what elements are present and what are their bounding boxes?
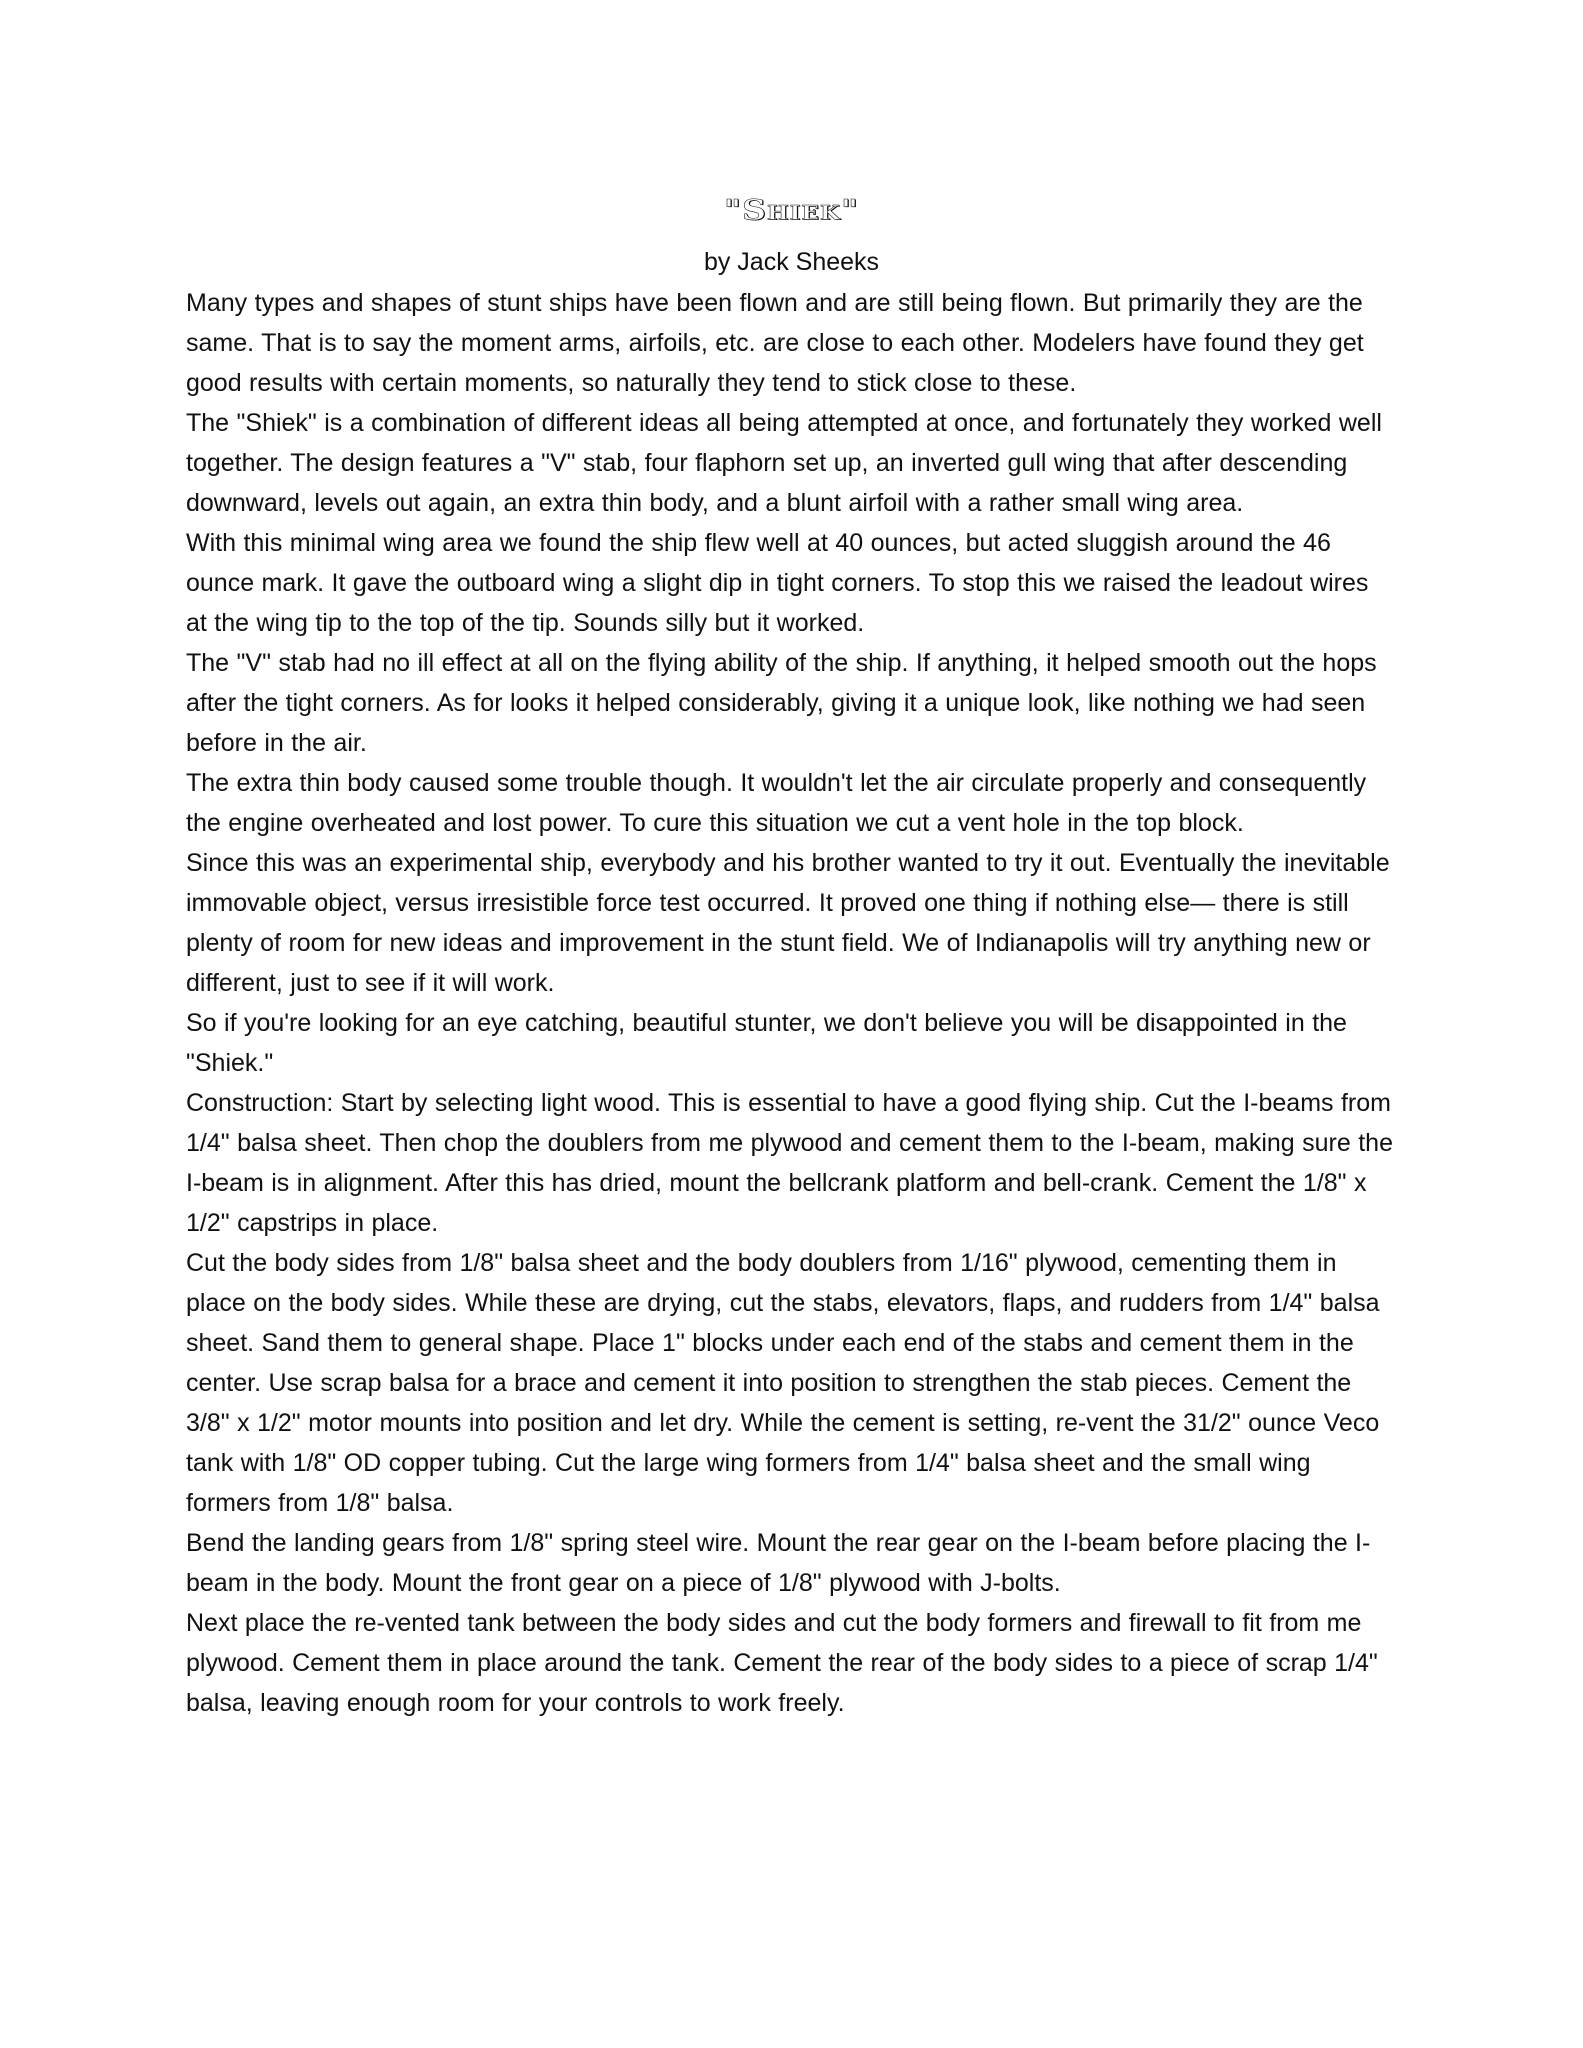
paragraph-construction: Construction: Start by selecting light wood. This is essential to have a good flying ship. Cut the I-beams from 1/4" balsa sheet. Then chop the doublers from me plywood and cement them to the I-beam, making sure the I-beam is in alignment. After this has dried, mount the bellcrank platform and bell-crank. Cement the 1/8" x 1/2" capstrips in place. bbox=[186, 1089, 1393, 1237]
paragraph-v-stab: The "V" stab had no ill effect at all on the flying ability of the ship. If anything, it helped smooth out the hops after the tight corners. As for looks it helped considerably, giving it a unique look, like nothing we had seen before in the air. bbox=[186, 649, 1377, 757]
article-title bbox=[0, 188, 1583, 232]
paragraph-thin-body: The extra thin body caused some trouble though. It wouldn't let the air circulate properly and consequently the engine overheated and lost power. To cure this situation we cut a vent hole in the top block. bbox=[186, 769, 1367, 837]
article-body bbox=[186, 283, 1396, 1723]
paragraph-wing-area: With this minimal wing area we found the ship flew well at 40 ounces, but acted sluggish around the 46 ounce mark. It gave the outboard wing a slight dip in tight corners. To stop this we raised the leadout wires at the wing tip to the top of the tip. Sounds silly but it worked. bbox=[186, 529, 1369, 637]
article-byline: by Jack Sheeks bbox=[703, 248, 880, 276]
paragraph-body-sides: Cut the body sides from 1/8" balsa sheet and the body doublers from 1/16" plywood, cementing them in place on the body sides. While these are drying, cut the stabs, elevators, flaps, and rudders from 1/4" balsa sheet. Sand them to general shape. Place 1" blocks under each end of the stabs and cement them in the center. Use scrap balsa for a brace and cement it into position to strengthen the stab pieces. Cement the 3/8" x 1/2" motor mounts into position and let dry. While the cement is setting, re-vent the 31/2" ounce Veco tank with 1/8" OD copper tubing. Cut the large wing formers from 1/4" balsa sheet and the small wing formers from 1/8" balsa. bbox=[186, 1249, 1380, 1517]
article-title-text: "Shiek" bbox=[723, 193, 860, 227]
paragraph-conclusion: So if you're looking for an eye catching, beautiful stunter, we don't believe you will be disappointed in the "Shiek." bbox=[186, 1009, 1347, 1077]
paragraph-design: The "Shiek" is a combination of different ideas all being attempted at once, and fortunately they worked well together. The design features a "V" stab, four flaphorn set up, an inverted gull wing that after descending downward, levels out again, an extra thin body, and a blunt airfoil with a rather small wing area. bbox=[186, 409, 1382, 517]
paragraph-experimental: Since this was an experimental ship, everybody and his brother wanted to try it out. Eventually the inevitable immovable object, versus irresistible force test occurred. It proved one thing if nothing else— there is still plenty of room for new ideas and improvement in the stunt field. We of Indianapolis will try anything new or different, just to see if it will work. bbox=[186, 849, 1390, 997]
paragraph-intro: Many types and shapes of stunt ships have been flown and are still being flown. But primarily they are the same. That is to say the moment arms, airfoils, etc. are close to each other. Modelers have found they get good results with certain moments, so naturally they tend to stick close to these. bbox=[186, 289, 1364, 397]
paragraph-tank: Next place the re-vented tank between the body sides and cut the body formers and firewall to fit from me plywood. Cement them in place around the tank. Cement the rear of the body sides to a piece of scrap 1/4" balsa, leaving enough room for your controls to work freely. bbox=[186, 1609, 1378, 1717]
paragraph-landing-gear: Bend the landing gears from 1/8" spring steel wire. Mount the rear gear on the I-beam before placing the I-beam in the body. Mount the front gear on a piece of 1/8" plywood with J-bolts. bbox=[186, 1529, 1371, 1597]
